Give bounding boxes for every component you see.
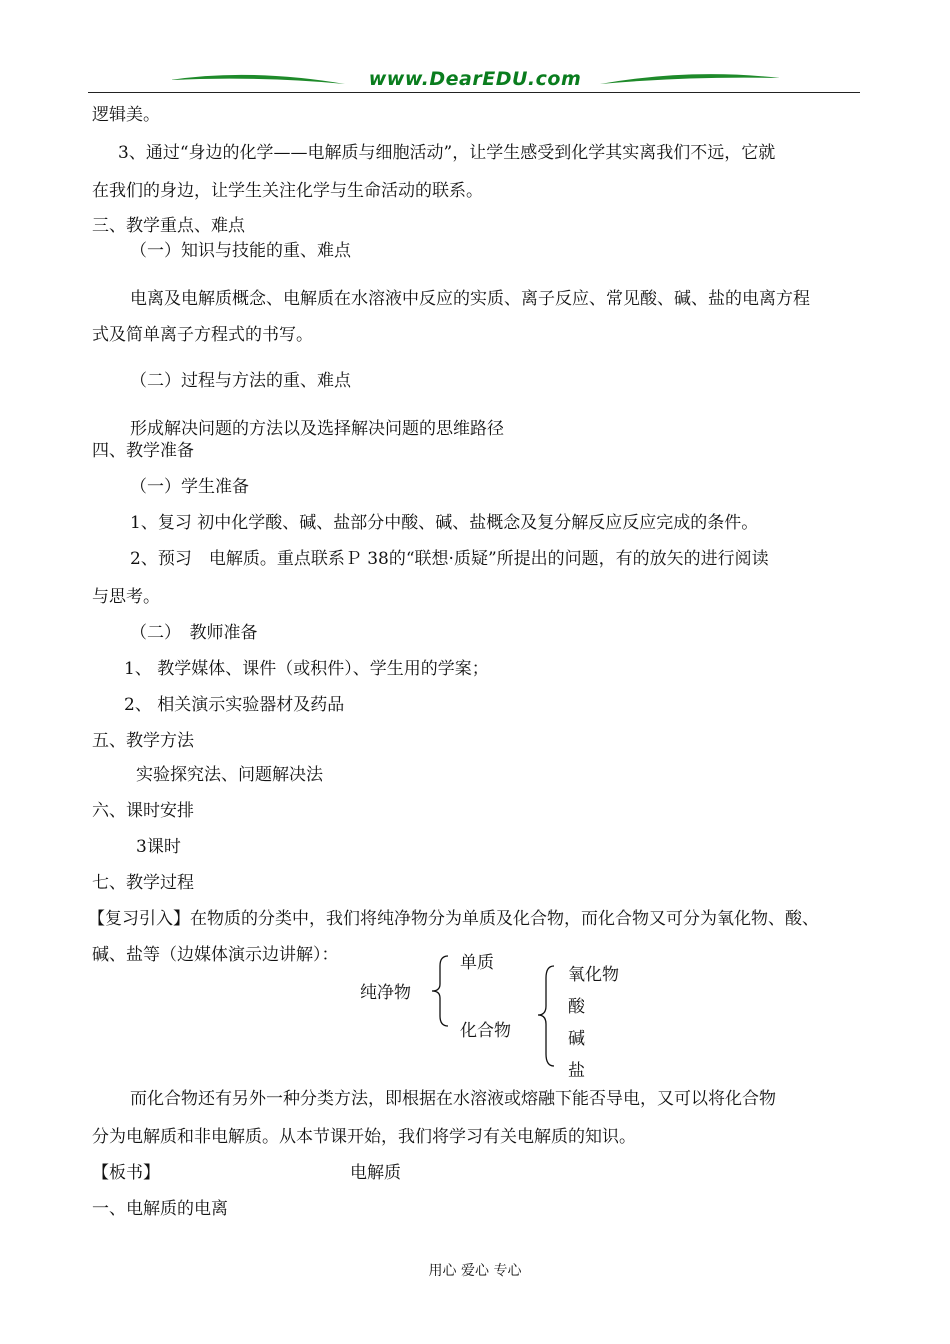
text-line: 在我们的身边，让学生关注化学与生命活动的联系。 [92,181,483,201]
text-line: 而化合物还有另外一种分类方法，即根据在水溶液或熔融下能否导电，又可以将化合物 [130,1089,776,1109]
text-line: 1、复习 初中化学酸、碱、盐部分中酸、碱、盐概念及复分解反应反应完成的条件。 [130,513,759,533]
diagram-leaf: 氧化物 [568,965,619,985]
text-line: 1、 教学媒体、课件（或积件）、学生用的学案； [124,659,489,679]
text-line: 2、 相关演示实验器材及药品 [124,695,345,715]
diagram-root: 纯净物 [360,983,411,1003]
header-rule [88,92,860,93]
text-line: 2、预习 电解质。重点联系Ｐ 38的“联想·质疑”所提出的问题，有的放矢的进行阅读 [130,549,769,569]
page-footer: 用心 爱心 专心 [428,1263,522,1279]
text-line: 碱、盐等（边媒体演示边讲解）： [92,945,339,965]
text-line: 3、通过“身边的化学——电解质与细胞活动”，让学生感受到化学其实离我们不远，它就 [118,143,776,163]
text-line: 电离及电解质概念、电解质在水溶液中反应的实质、离子反应、常见酸、碱、盐的电离方程 [130,289,810,309]
logo-text: www.DearEDU.com [368,68,582,90]
diagram-leaf: 酸 [568,997,585,1017]
section-heading: 一、电解质的电离 [92,1199,228,1219]
text-line: 【复习引入】在物质的分类中，我们将纯净物分为单质及化合物，而化合物又可分为氧化物、酸、 [88,909,819,929]
text-line: 逻辑美。 [92,105,160,125]
subsection-heading: （一）知识与技能的重、难点 [130,241,351,261]
subsection-heading: （二）过程与方法的重、难点 [130,371,351,391]
text-line: 分为电解质和非电解质。从本节课开始，我们将学习有关电解质的知识。 [92,1127,636,1147]
section-heading: 五、教学方法 [92,731,194,751]
diagram-leaf: 碱 [568,1029,585,1049]
brace-icon [428,954,452,1028]
text-line: 形成解决问题的方法以及选择解决问题的思维路径 [130,419,504,439]
brace-icon [534,964,558,1068]
section-heading: 七、教学过程 [92,873,194,893]
text-line: 3课时 [136,837,181,857]
diagram-branch-simple: 单质 [460,953,494,973]
section-heading: 六、课时安排 [92,801,194,821]
board-label: 【板书】 [92,1163,160,1183]
section-heading: 四、教学准备 [92,441,194,461]
text-line: 实验探究法、问题解决法 [136,765,323,785]
subsection-heading: （二） 教师准备 [130,623,258,643]
text-line: 与思考。 [92,587,160,607]
diagram-leaf: 盐 [568,1061,585,1081]
diagram-branch-compound: 化合物 [460,1021,511,1041]
board-title: 电解质 [350,1163,401,1183]
subsection-heading: （一）学生准备 [130,477,249,497]
text-line: 式及简单离子方程式的书写。 [92,325,313,345]
section-heading: 三、教学重点、难点 [92,216,245,236]
